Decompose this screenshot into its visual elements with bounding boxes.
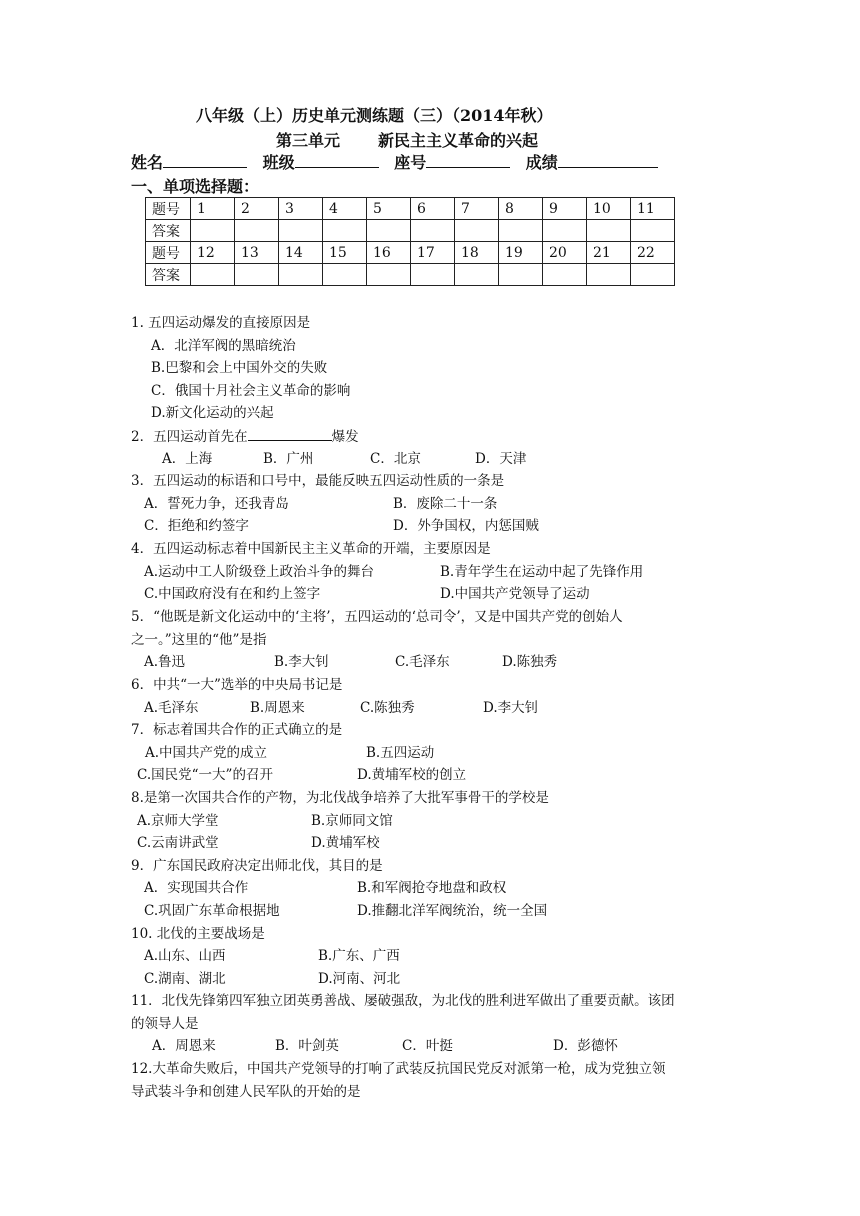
option: B．废除二十一条 <box>393 496 498 512</box>
question-stem: 的领导人是 <box>131 1016 199 1032</box>
question-stem <box>131 426 359 447</box>
option: A．上海 <box>162 451 213 467</box>
answer-cell[interactable] <box>367 220 411 242</box>
answer-cell[interactable] <box>235 264 279 286</box>
class-blank[interactable] <box>295 151 379 168</box>
option: D.推翻北洋军阀统治，统一全国 <box>357 903 548 919</box>
option: A.运动中工人阶级登上政治斗争的舞台 <box>144 564 375 580</box>
question-stem: 4．五四运动标志着中国新民主主义革命的开端，主要原因是 <box>131 541 491 557</box>
option: D．天津 <box>475 451 527 467</box>
option: A.山东、山西 <box>144 948 226 964</box>
answer-cell[interactable] <box>235 220 279 242</box>
question-number-cell: 2 <box>235 198 279 220</box>
question-stem: 7．标志着国共合作的正式确立的是 <box>131 722 343 738</box>
option: D.李大钊 <box>483 700 539 716</box>
question-stem: 11．北伐先锋第四军独立团英勇善战、屡破强敌，为北伐的胜利进军做出了重要贡献。该团 <box>131 993 675 1009</box>
table-header-cell: 题号 <box>146 198 191 220</box>
question-number-cell: 15 <box>323 242 367 264</box>
unit-heading <box>276 128 538 151</box>
option: C．北京 <box>370 451 421 467</box>
answer-cell[interactable] <box>279 220 323 242</box>
answer-cell[interactable] <box>631 220 675 242</box>
option: C.巩固广东革命根据地 <box>144 903 280 919</box>
option: A.毛泽东 <box>144 700 199 716</box>
question-number-cell: 16 <box>367 242 411 264</box>
question-stem: 12.大革命失败后，中国共产党领导的打响了武装反抗国民党反对派第一枪，成为党独立领 <box>131 1061 666 1077</box>
question-number-cell: 9 <box>543 198 587 220</box>
answer-cell[interactable] <box>191 220 235 242</box>
answer-cell[interactable] <box>455 264 499 286</box>
question-number-cell: 3 <box>279 198 323 220</box>
question-stem: 3．五四运动的标语和口号中，最能反映五四运动性质的一条是 <box>131 473 505 489</box>
score-label: 成绩 <box>525 153 558 172</box>
table-row <box>146 264 675 286</box>
option: A．周恩来 <box>152 1038 216 1054</box>
option: B.广东、广西 <box>318 948 400 964</box>
answer-cell[interactable] <box>543 264 587 286</box>
answer-cell[interactable] <box>499 220 543 242</box>
table-header-cell: 答案 <box>146 264 191 286</box>
option: D.中国共产党领导了运动 <box>440 586 590 602</box>
answer-cell[interactable] <box>323 264 367 286</box>
question-number-cell: 11 <box>631 198 675 220</box>
section-heading: 一、单项选择题： <box>131 177 260 196</box>
table-row <box>146 220 675 242</box>
option: C.陈独秀 <box>360 700 415 716</box>
question-number-cell: 14 <box>279 242 323 264</box>
answer-cell[interactable] <box>543 220 587 242</box>
option: B．广州 <box>263 451 314 467</box>
table-row <box>146 242 675 264</box>
option: B．叶剑英 <box>275 1038 339 1054</box>
option: B.五四运动 <box>366 745 435 761</box>
option: A．北洋军阀的黑暗统治 <box>151 338 296 354</box>
question-number-cell: 10 <box>587 198 631 220</box>
name-label: 姓名 <box>131 153 164 172</box>
question-stem: 之一。”这里的“他”是指 <box>131 632 267 648</box>
option: A.鲁迅 <box>144 654 186 670</box>
question-number-cell: 6 <box>411 198 455 220</box>
table-row <box>146 198 675 220</box>
option: B.周恩来 <box>250 700 305 716</box>
question-number-cell: 12 <box>191 242 235 264</box>
question-stem: 10. 北伐的主要战场是 <box>131 926 265 942</box>
question-number-cell: 22 <box>631 242 675 264</box>
option: B.巴黎和会上中国外交的失败 <box>151 360 328 376</box>
name-blank[interactable] <box>163 151 247 168</box>
answer-cell[interactable] <box>411 220 455 242</box>
unit-number: 第三单元 <box>276 131 341 150</box>
question-stem: 6．中共“一大”选举的中央局书记是 <box>131 677 343 693</box>
option: D．彭德怀 <box>553 1038 618 1054</box>
table-header-cell: 答案 <box>146 220 191 242</box>
unit-title: 新民主主义革命的兴起 <box>378 131 539 150</box>
option: C.云南讲武堂 <box>137 835 219 851</box>
answer-cell[interactable] <box>587 220 631 242</box>
option: D.陈独秀 <box>502 654 558 670</box>
question-stem: 8.是第一次国共合作的产物，为北伐战争培养了大批军事骨干的学校是 <box>131 790 549 806</box>
answer-cell[interactable] <box>279 264 323 286</box>
answer-cell[interactable] <box>323 220 367 242</box>
option: A．实现国共合作 <box>144 880 249 896</box>
question-number-cell: 20 <box>543 242 587 264</box>
question-stem: 9．广东国民政府决定出师北伐，其目的是 <box>131 858 383 874</box>
option: C．拒绝和约签字 <box>144 518 249 534</box>
question-number-cell: 17 <box>411 242 455 264</box>
option: A.中国共产党的成立 <box>145 745 268 761</box>
class-label: 班级 <box>262 153 295 172</box>
option: B.青年学生在运动中起了先锋作用 <box>440 564 644 580</box>
seat-blank[interactable] <box>426 151 510 168</box>
option: C．俄国十月社会主义革命的影响 <box>151 383 351 399</box>
question-number-cell: 19 <box>499 242 543 264</box>
answer-cell[interactable] <box>631 264 675 286</box>
table-header-cell: 题号 <box>146 242 191 264</box>
question-stem-part: 2．五四运动首先在 <box>131 429 248 445</box>
question-stem-part: 爆发 <box>331 429 359 445</box>
option: B.京师同文馆 <box>311 813 393 829</box>
answer-cell[interactable] <box>455 220 499 242</box>
question-stem: 5．“他既是新文化运动中的‘主将’，五四运动的‘总司令’，又是中国共产党的创始人 <box>131 609 623 625</box>
student-info-row <box>131 150 668 173</box>
answer-cell[interactable] <box>367 264 411 286</box>
seat-label: 座号 <box>394 153 427 172</box>
question-number-cell: 7 <box>455 198 499 220</box>
option: D.黄埔军校的创立 <box>357 767 467 783</box>
option: C．叶挺 <box>402 1038 453 1054</box>
option: C.毛泽东 <box>395 654 450 670</box>
option: D．外争国权，内惩国贼 <box>393 518 539 534</box>
question-number-cell: 21 <box>587 242 631 264</box>
question-number-cell: 18 <box>455 242 499 264</box>
fill-blank[interactable] <box>248 426 332 441</box>
option: D.河南、河北 <box>318 971 401 987</box>
score-blank[interactable] <box>558 151 658 168</box>
option: A．誓死力争，还我青岛 <box>144 496 289 512</box>
answer-cell[interactable] <box>191 264 235 286</box>
answer-cell[interactable] <box>587 264 631 286</box>
question-number-cell: 8 <box>499 198 543 220</box>
option: C.中国政府没有在和约上签字 <box>144 586 321 602</box>
option: C.国民党“一大”的召开 <box>137 767 273 783</box>
question-number-cell: 4 <box>323 198 367 220</box>
option: D.新文化运动的兴起 <box>151 405 274 421</box>
question-number-cell: 13 <box>235 242 279 264</box>
question-number-cell: 1 <box>191 198 235 220</box>
question-stem: 导武装斗争和创建人民军队的开始的是 <box>131 1084 361 1100</box>
answer-table <box>145 197 675 286</box>
option: B.李大钊 <box>274 654 329 670</box>
exam-title: 八年级（上）历史单元测练题（三）（2014年秋） <box>196 106 553 125</box>
option: A.京师大学堂 <box>137 813 219 829</box>
option: D.黄埔军校 <box>311 835 380 851</box>
question-stem: 1. 五四运动爆发的直接原因是 <box>131 315 311 331</box>
answer-cell[interactable] <box>411 264 455 286</box>
option: B.和军阀抢夺地盘和政权 <box>357 880 507 896</box>
question-number-cell: 5 <box>367 198 411 220</box>
answer-cell[interactable] <box>499 264 543 286</box>
option: C.湖南、湖北 <box>144 971 226 987</box>
